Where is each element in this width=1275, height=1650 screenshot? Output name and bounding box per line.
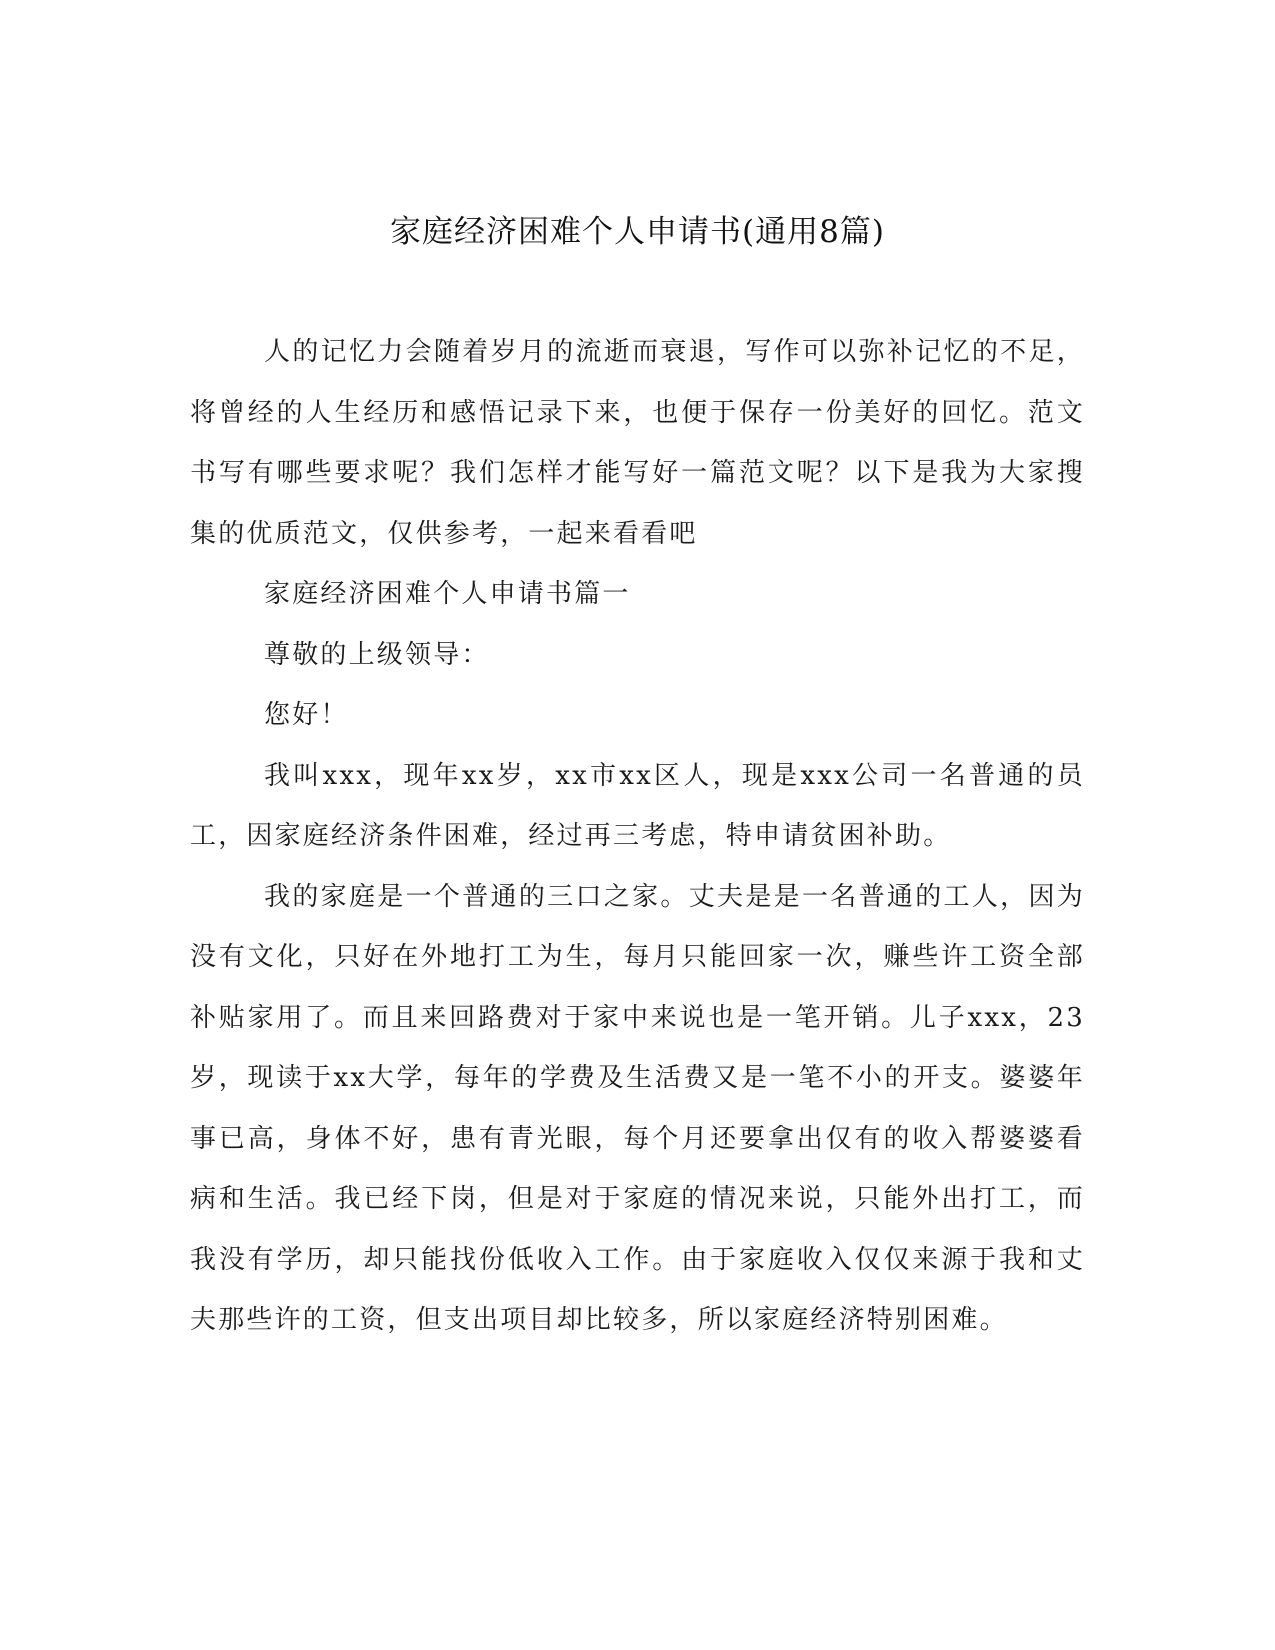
document-body bbox=[190, 322, 1085, 1351]
salutation: 尊敬的上级领导： bbox=[264, 639, 490, 670]
document-title: 家庭经济困难个人申请书(通用8篇) bbox=[390, 214, 885, 250]
section-heading: 家庭经济困难个人申请书篇一 bbox=[264, 579, 631, 609]
intro-paragraph: 人的记忆力会随着岁月的流逝而衰退，写作可以弥补记忆的不足，将曾经的人生经历和感悟记录下来，也便于保存一份美好的回忆。范文书写有哪些要求呢？我们怎样才能写好一篇范文呢？以下是我为大家搜集的优质范文，仅供参考，一起来看看吧 bbox=[190, 337, 1085, 549]
greeting: 您好！ bbox=[264, 700, 349, 730]
body-paragraph: 我叫xxx，现年xx岁，xx市xx区人，现是xxx公司一名普通的员工，因家庭经济条件困难，经过再三考虑，特申请贫困补助。 bbox=[190, 760, 1085, 851]
body-paragraph: 我的家庭是一个普通的三口之家。丈夫是是一名普通的工人，因为没有文化，只好在外地打工为生，每月只能回家一次，赚些许工资全部补贴家用了。而且来回路费对于家中来说也是一笔开销。儿子xxx，23岁，现读于xx大学，每年的学费及生活费又是一笔不小的开支。婆婆年事已高，身体不好，患有青光眼，每个月还要拿出仅有的收入帮婆婆看病和生活。我已经下岗，但是对于家庭的情况来说，只能外出打工，而我没有学历，却只能找份低收入工作。由于家庭收入仅仅来源于我和丈夫那些许的工资，但支出项目却比较多，所以家庭经济特别困难。 bbox=[190, 881, 1085, 1335]
